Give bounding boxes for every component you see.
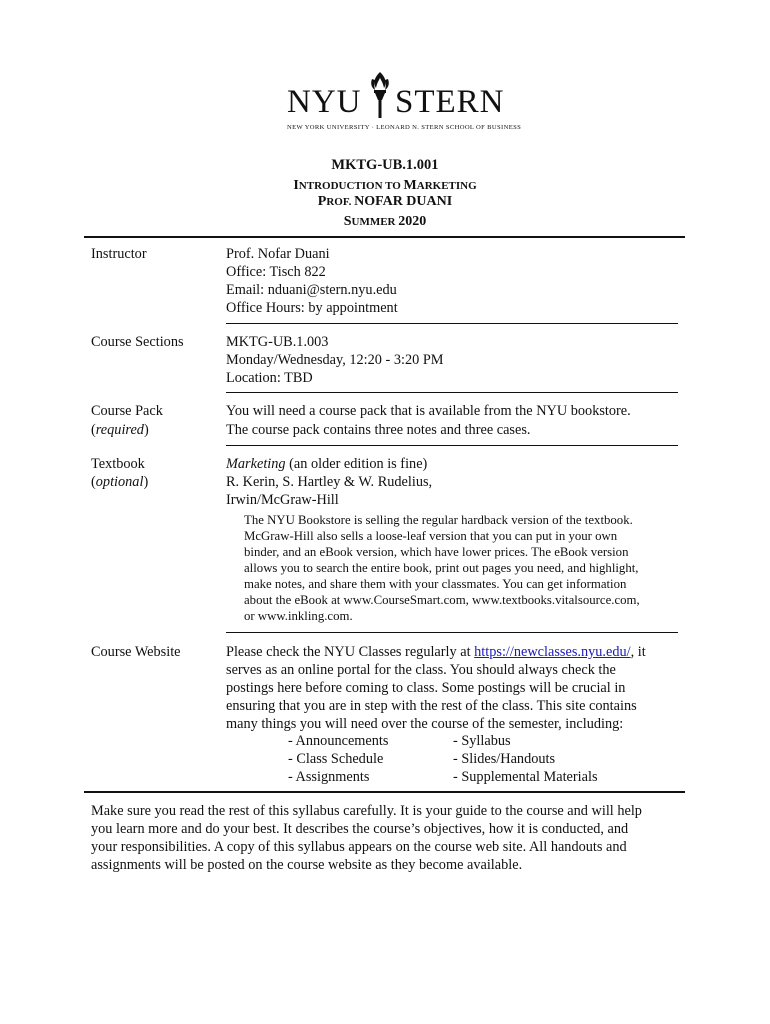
section-divider — [226, 392, 678, 393]
course-pack-text: The course pack contains three notes and three cases. — [226, 422, 531, 438]
website-text: Please check the NYU Classes regularly at https://newclasses.nyu.edu/, it — [226, 644, 646, 660]
textbook-note: allows you to search the entire book, print out pages you need, and highlight, — [244, 561, 639, 575]
section-location: Location: TBD — [226, 370, 313, 386]
logo-nyu-text: NYU — [287, 84, 362, 120]
course-code: MKTG-UB.1.001 — [331, 157, 439, 173]
closing-paragraph-line: you learn more and do your best. It describes the course’s objectives, how it is conducted, and — [91, 821, 629, 837]
list-item: - Supplemental Materials — [453, 769, 598, 785]
textbook-note: McGraw-Hill also sells a loose-leaf version that you can put in your own — [244, 529, 618, 543]
textbook-authors: R. Kerin, S. Hartley & W. Rudelius, — [226, 474, 433, 490]
textbook-note: make notes, and share them with your classmates. You can get information — [244, 577, 627, 591]
torch-icon — [365, 70, 395, 120]
list-item: - Announcements — [288, 733, 389, 749]
textbook-note: or www.inkling.com. — [244, 609, 353, 623]
logo-wordmark — [287, 86, 519, 118]
textbook-publisher: Irwin/McGraw-Hill — [226, 492, 339, 508]
textbook-note: about the eBook at www.CourseSmart.com, www.textbooks.vitalsource.com, — [244, 593, 640, 607]
course-pack-text: You will need a course pack that is available from the NYU bookstore. — [226, 403, 631, 419]
section-divider — [226, 323, 678, 324]
section-divider — [226, 445, 678, 446]
professor-name: PROF. NOFAR DUANI — [317, 194, 453, 209]
footer-divider — [84, 791, 685, 793]
textbook-label: Textbook — [91, 456, 145, 472]
list-item: - Assignments — [288, 769, 370, 785]
logo-stern-text: STERN — [395, 84, 505, 120]
list-item: - Syllabus — [453, 733, 511, 749]
website-text: postings here before coming to class. Some postings will be crucial in — [226, 680, 626, 696]
closing-paragraph-line: assignments will be posted on the course website as they become available. — [91, 857, 523, 873]
website-text: serves as an online portal for the class. You should always check the — [226, 662, 616, 678]
section-time: Monday/Wednesday, 12:20 - 3:20 PM — [226, 352, 444, 368]
list-item: - Class Schedule — [288, 751, 384, 767]
textbook-qualifier: (optional) — [91, 474, 149, 490]
textbook-note: binder, and an eBook version, which have lower prices. The eBook version — [244, 545, 629, 559]
website-label: Course Website — [91, 644, 181, 660]
closing-paragraph-line: Make sure you read the rest of this syllabus carefully. It is your guide to the course and will help — [91, 803, 642, 819]
sections-label: Course Sections — [91, 334, 184, 350]
instructor-label: Instructor — [91, 246, 147, 262]
instructor-office: Office: Tisch 822 — [226, 264, 326, 280]
term: SUMMER 2020 — [343, 214, 427, 229]
textbook-title: Marketing (an older edition is fine) — [226, 456, 428, 472]
logo-subline: NEW YORK UNIVERSITY · LEONARD N. STERN SCHOOL OF BUSINESS — [287, 124, 522, 131]
header-divider — [84, 236, 685, 238]
instructor-office-hours: Office Hours: by appointment — [226, 300, 398, 316]
nyu-stern-logo — [287, 70, 522, 132]
instructor-email: Email: nduani@stern.nyu.edu — [226, 282, 397, 298]
instructor-name: Prof. Nofar Duani — [226, 246, 330, 262]
website-text: many things you will need over the course of the semester, including: — [226, 716, 624, 732]
section-divider — [226, 632, 678, 633]
website-text: ensuring that you are in step with the rest of the class. This site contains — [226, 698, 637, 714]
course-pack-qualifier: (required) — [91, 422, 149, 438]
section-code: MKTG-UB.1.003 — [226, 334, 329, 350]
nyu-classes-link[interactable]: https://newclasses.nyu.edu/ — [474, 644, 631, 660]
closing-paragraph-line: your responsibilities. A copy of this syllabus appears on the course web site. All handouts and — [91, 839, 627, 855]
textbook-note: The NYU Bookstore is selling the regular hardback version of the textbook. — [244, 513, 633, 527]
course-pack-label: Course Pack — [91, 403, 163, 419]
course-title: INTRODUCTION TO MARKETING — [293, 178, 477, 193]
list-item: - Slides/Handouts — [453, 751, 556, 767]
